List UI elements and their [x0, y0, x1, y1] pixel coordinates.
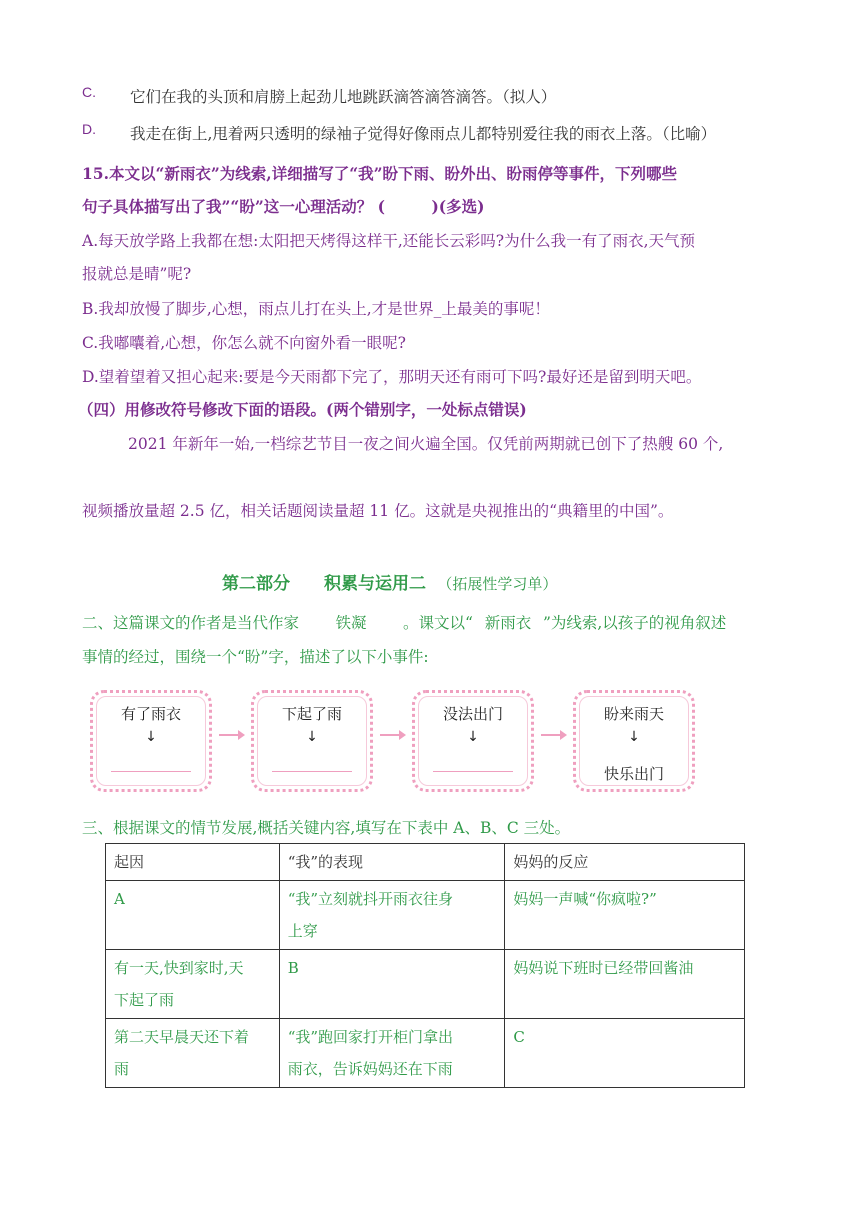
q2-line1	[82, 612, 726, 634]
table-header-cell: 妈妈的反应	[505, 844, 745, 881]
q15-option-a-line1: A.每天放学路上我都在想:太阳把天烤得这样干,还能长云彩吗?为什么我一有了雨衣,天气预	[82, 232, 696, 250]
part2-subtitle: （拓展性学习单）	[437, 575, 558, 593]
q15-stem-line2: 句子具体描写出了我”“盼”这一心理活动？ ( )(多选)	[82, 197, 485, 216]
cell-line	[513, 984, 736, 1016]
table-cell	[505, 881, 745, 950]
down-arrow-icon: ↓	[306, 729, 318, 745]
flow-box-subtitle: 快乐出门	[603, 765, 664, 783]
cell-line: 妈妈说下班时已经带回酱油	[513, 959, 694, 977]
right-arrow-icon	[379, 728, 407, 742]
cell-line: C	[513, 1028, 525, 1046]
flow-box-2	[251, 690, 373, 792]
cell-line: 雨衣，告诉妈妈还在下雨	[287, 1060, 453, 1078]
q2-author-blank: 铁凝	[335, 614, 367, 632]
cell-line	[114, 915, 271, 947]
down-arrow-icon: ↓	[628, 729, 640, 745]
answer-blank-line	[111, 771, 191, 772]
cell-line: B	[287, 959, 299, 977]
section4-paragraph-line2: 视频播放量超 2.5 亿，相关话题阅读量超 11 亿。这就是央视推出的“典籍里的中国”。	[82, 502, 674, 520]
cell-line: 有一天,快到家时,天	[114, 959, 244, 977]
cell-line: 上穿	[287, 922, 318, 940]
cell-line: “我”立刻就抖开雨衣往身	[287, 890, 454, 908]
cell-line	[513, 1053, 736, 1085]
flow-box-title: 没法出门	[442, 705, 503, 723]
q15-option-a-line2: 报就总是晴”呢?	[82, 265, 192, 283]
flow-box-title: 盼来雨天	[603, 705, 664, 723]
flow-box-4	[573, 690, 695, 792]
table-cell	[279, 950, 505, 1019]
cell-line: 妈妈一声喊“你疯啦?”	[513, 890, 657, 908]
q15-stem-line1: 15.本文以“新雨衣”为线索,详细描写了“我”盼下雨、盼外出、盼雨停等事件，下列哪些	[82, 164, 678, 183]
table-cell	[106, 1019, 280, 1088]
option-c-letter: C.	[82, 84, 96, 100]
table-cell	[106, 881, 280, 950]
table-cell	[505, 950, 745, 1019]
part2-title: 第二部分 积累与运用二	[222, 574, 426, 594]
cell-line: A	[114, 890, 125, 908]
down-arrow-icon: ↓	[145, 729, 157, 745]
table-cell	[106, 950, 280, 1019]
answer-blank-line	[272, 771, 352, 772]
table-row	[106, 950, 745, 1019]
table-header-row	[106, 844, 745, 881]
q2-mid: 。课文以“	[403, 614, 473, 632]
option-d-letter: D.	[82, 121, 96, 137]
option-d-text: 我走在街上,甩着两只透明的绿袖子觉得好像雨点儿都特别爱往我的雨衣上落。（比喻）	[130, 125, 717, 143]
table-header-cell: “我”的表现	[279, 844, 505, 881]
right-arrow-icon	[218, 728, 246, 742]
flow-box-1	[90, 690, 212, 792]
table-header-cell: 起因	[106, 844, 280, 881]
table-cell	[279, 881, 505, 950]
section4-title: （四）用修改符号修改下面的语段。(两个错别字，一处标点错误)	[78, 400, 527, 419]
flow-box-title: 有了雨衣	[120, 705, 181, 723]
table-cell	[279, 1019, 505, 1088]
down-arrow-icon: ↓	[467, 729, 479, 745]
q15-option-b: B.我却放慢了脚步,心想，雨点儿打在头上,才是世界_上最美的事呢！	[82, 300, 550, 318]
part2-heading	[222, 573, 557, 595]
cell-line	[513, 915, 736, 947]
q3-title: 三、根据课文的情节发展,概括关键内容,填写在下表中 A、B、C 三处。	[82, 819, 571, 837]
flow-box-title: 下起了雨	[281, 705, 342, 723]
q2-suffix: ”为线索,以孩子的视角叙述	[542, 614, 727, 632]
section4-paragraph-line1: 2021 年新年一始,一档综艺节目一夜之间火遍全国。仅凭前两期就已创下了热艘 60 个,	[128, 435, 724, 453]
option-c-text: 它们在我的头顶和肩膀上起劲儿地跳跃滴答滴答滴答。（拟人）	[130, 88, 557, 106]
q15-option-d: D.望着望着又担心起来:要是今天雨都下完了，那明天还有雨可下吗?最好还是留到明天吧。	[82, 368, 702, 386]
flow-box-3	[412, 690, 534, 792]
right-arrow-icon	[540, 728, 568, 742]
q2-line2: 事情的经过，围绕一个“盼”字，描述了以下小事件:	[82, 648, 429, 666]
cell-line: 第二天早晨天还下着	[114, 1028, 250, 1046]
cell-line: 雨	[114, 1060, 130, 1078]
q15-option-c: C.我嘟囔着,心想，你怎么就不向窗外看一眼呢?	[82, 334, 406, 352]
table-row	[106, 881, 745, 950]
table-cell	[505, 1019, 745, 1088]
q2-prefix: 二、这篇课文的作者是当代作家	[82, 614, 300, 632]
table-row	[106, 1019, 745, 1088]
cell-line: 下起了雨	[114, 991, 175, 1009]
cell-line: “我”跑回家打开柜门拿出	[287, 1028, 454, 1046]
cell-line	[288, 984, 497, 1016]
plot-table	[105, 843, 745, 1088]
q2-clue-blank: 新雨衣	[484, 614, 532, 632]
answer-blank-line	[433, 771, 513, 772]
